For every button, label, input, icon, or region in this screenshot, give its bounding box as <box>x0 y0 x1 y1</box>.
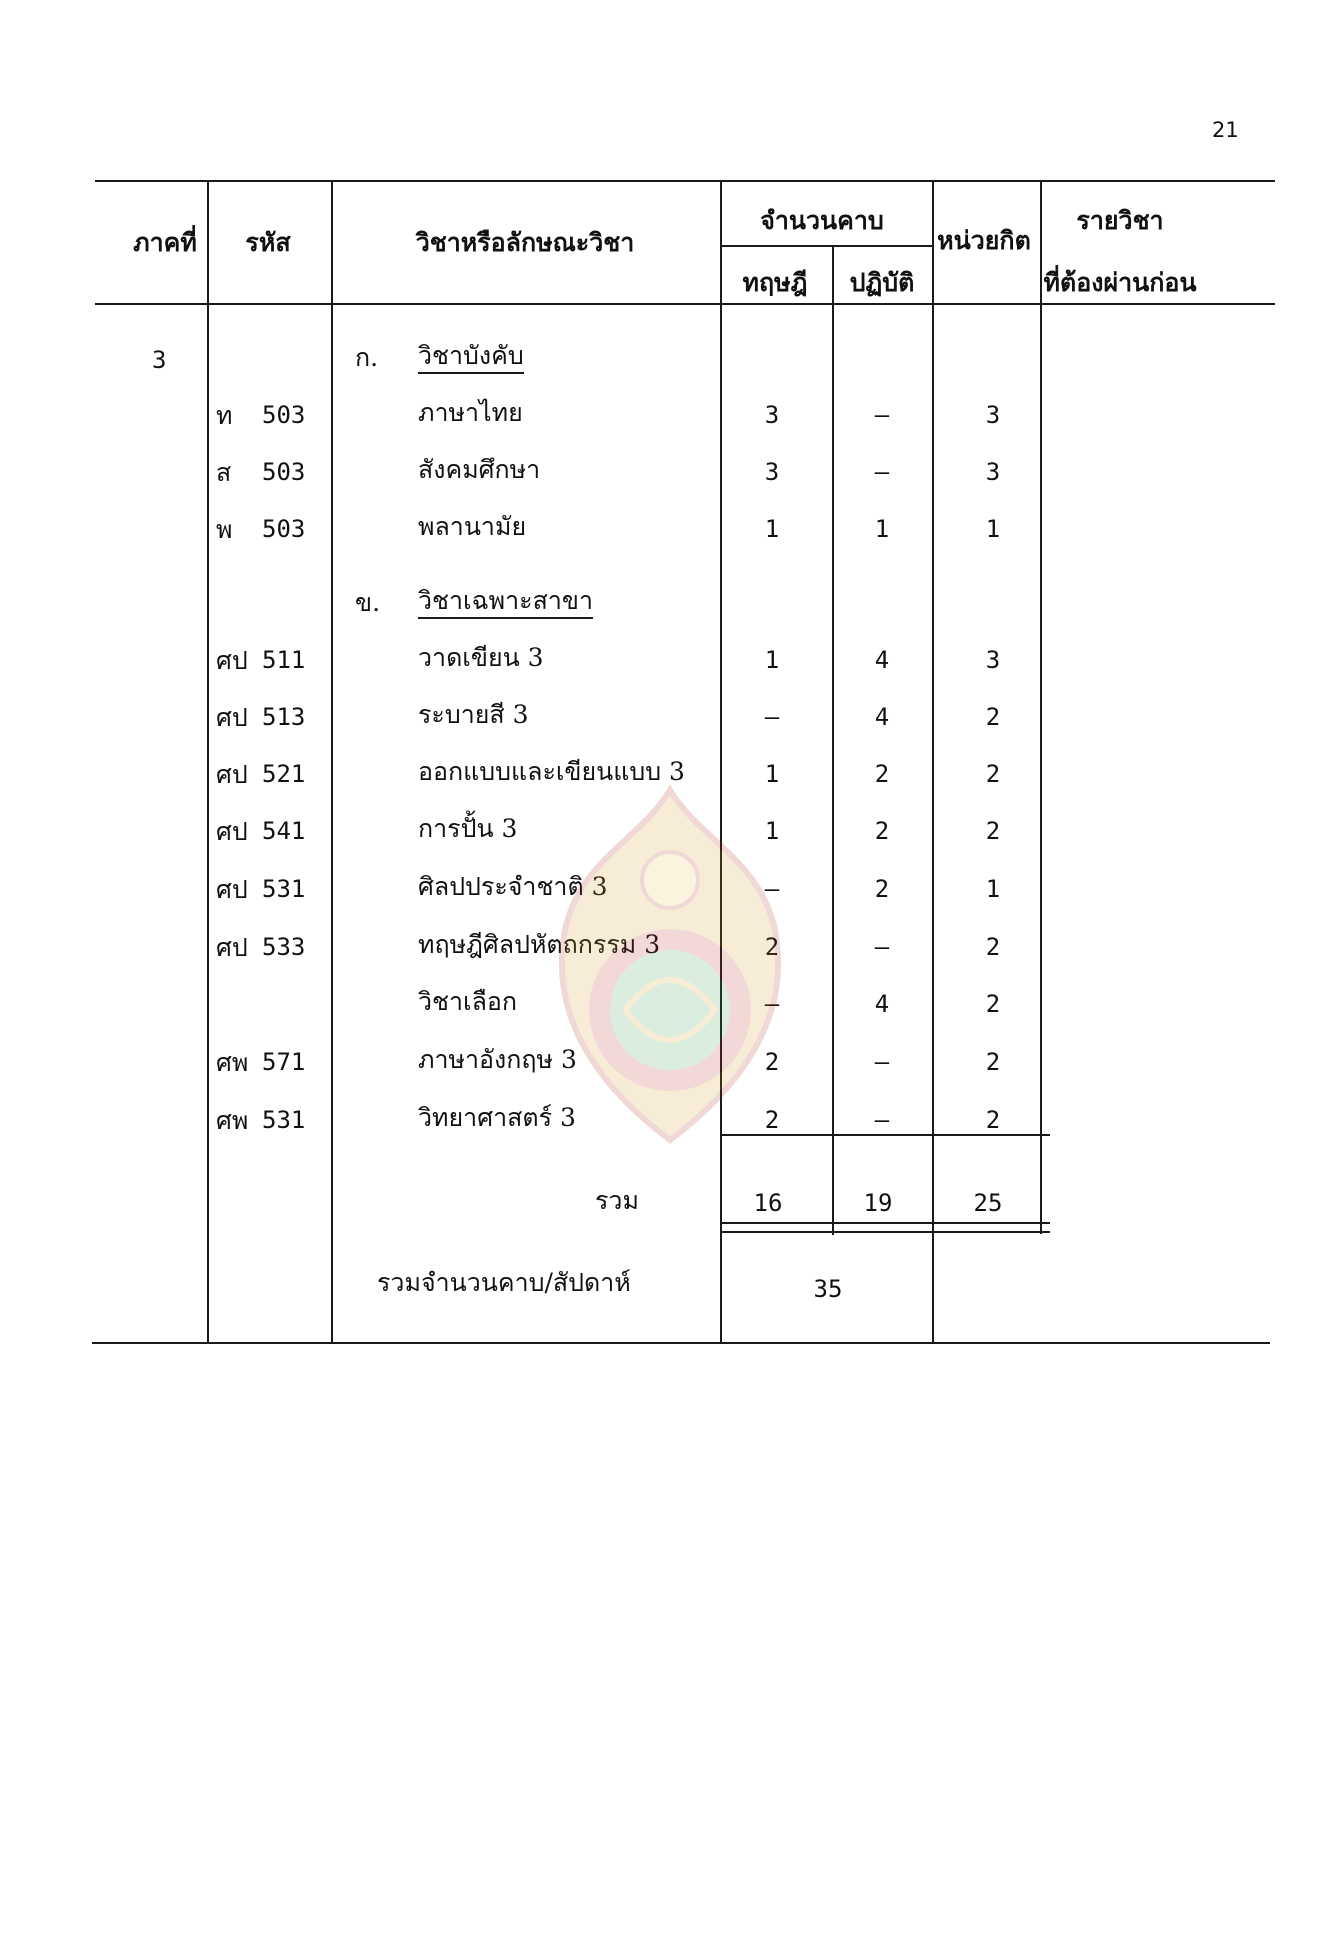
totals-double-rule-2 <box>722 1231 1050 1233</box>
total-theory: 16 <box>753 1189 783 1217</box>
code-number: 531 <box>262 1106 306 1134</box>
header-bottom-rule <box>95 303 1275 305</box>
theory-value: 1 <box>764 515 780 543</box>
semester-value: 3 <box>152 346 167 374</box>
credits-value: 2 <box>985 1106 1001 1134</box>
theory-value: 1 <box>764 760 780 788</box>
header-prereq-line2: ที่ต้องผ่านก่อน <box>1043 268 1197 297</box>
code-prefix: พ <box>216 515 233 544</box>
code-number: 521 <box>262 760 306 788</box>
subject-name: ระบายสี 3 <box>418 700 529 729</box>
col-divider-theory <box>832 245 834 1235</box>
table-bottom-rule <box>92 1342 1270 1344</box>
theory-value: 3 <box>764 401 780 429</box>
subject-name: ภาษาไทย <box>418 398 523 427</box>
header-code: รหัส <box>245 228 291 257</box>
subject-name: ศิลปประจำชาติ 3 <box>418 872 608 901</box>
code-prefix: ศพ <box>216 1106 249 1135</box>
theory-value: – <box>764 875 780 903</box>
credits-value: 1 <box>985 515 1001 543</box>
credits-value: 2 <box>985 817 1001 845</box>
code-prefix: ส <box>216 458 232 487</box>
col-divider-subject <box>720 180 722 1342</box>
total-credits: 25 <box>973 1189 1003 1217</box>
theory-value: – <box>764 990 780 1018</box>
credits-value: 2 <box>985 990 1001 1018</box>
credits-value: 3 <box>985 401 1001 429</box>
practice-value: 4 <box>874 646 890 674</box>
code-prefix: ศป <box>216 875 248 904</box>
code-prefix: ศป <box>216 817 248 846</box>
section-b-prefix: ข. <box>355 588 381 617</box>
weekly-total-value: 35 <box>813 1275 843 1303</box>
section-b-title: วิชาเฉพาะสาขา <box>418 588 593 619</box>
col-divider-code <box>331 180 333 1342</box>
code-number: 541 <box>262 817 306 845</box>
total-practice: 19 <box>863 1189 893 1217</box>
section-a-title: วิชาบังคับ <box>418 343 524 374</box>
subject-name: ออกแบบและเขียนแบบ 3 <box>418 757 685 786</box>
code-number: 511 <box>262 646 306 674</box>
code-prefix: ศป <box>216 703 248 732</box>
page-number: 21 <box>1212 118 1239 142</box>
credits-value: 2 <box>985 933 1001 961</box>
practice-value: – <box>874 1106 890 1134</box>
header-subject: วิชาหรือลักษณะวิชา <box>415 228 635 257</box>
credits-value: 3 <box>985 646 1001 674</box>
theory-value: 3 <box>764 458 780 486</box>
weekly-total-label: รวมจำนวนคาบ/สัปดาห์ <box>377 1268 631 1297</box>
header-periods: จำนวนคาบ <box>760 206 884 235</box>
total-label: รวม <box>595 1186 639 1215</box>
header-practice: ปฏิบัติ <box>849 268 915 297</box>
header-theory: ทฤษฎี <box>742 268 808 297</box>
totals-double-rule-1 <box>722 1222 1050 1224</box>
col-divider-credits <box>1040 180 1042 1234</box>
credits-value: 1 <box>985 875 1001 903</box>
code-number: 513 <box>262 703 306 731</box>
code-prefix: ท <box>216 401 233 430</box>
subject-name: วิชาเลือก <box>418 987 518 1016</box>
theory-value: 2 <box>764 1048 780 1076</box>
practice-value: – <box>874 458 890 486</box>
code-number: 571 <box>262 1048 306 1076</box>
col-divider-semester <box>207 180 209 1342</box>
table-top-rule <box>95 180 1275 182</box>
practice-value: – <box>874 401 890 429</box>
subject-name: วิทยาศาสตร์ 3 <box>418 1103 576 1132</box>
header-semester: ภาคที่ <box>133 228 197 257</box>
code-number: 531 <box>262 875 306 903</box>
practice-value: – <box>874 933 890 961</box>
theory-value: 2 <box>764 1106 780 1134</box>
practice-value: 2 <box>874 817 890 845</box>
practice-value: 4 <box>874 990 890 1018</box>
subject-name: ทฤษฎีศิลปหัตถกรรม 3 <box>418 930 661 959</box>
code-prefix: ศป <box>216 933 248 962</box>
subject-name: การปั้น 3 <box>418 814 518 843</box>
code-prefix: ศป <box>216 760 248 789</box>
theory-value: 1 <box>764 817 780 845</box>
subject-name: ภาษาอังกฤษ 3 <box>418 1045 577 1074</box>
code-prefix: ศพ <box>216 1048 249 1077</box>
code-number: 533 <box>262 933 306 961</box>
credits-value: 2 <box>985 760 1001 788</box>
subject-name: สังคมศึกษา <box>418 455 541 484</box>
practice-value: 2 <box>874 875 890 903</box>
subject-name: พลานามัย <box>418 512 527 541</box>
header-prereq-line1: รายวิชา <box>1076 206 1164 235</box>
practice-value: 2 <box>874 760 890 788</box>
code-prefix: ศป <box>216 646 248 675</box>
totals-top-rule <box>720 1134 1050 1136</box>
code-number: 503 <box>262 401 306 429</box>
practice-value: 4 <box>874 703 890 731</box>
practice-value: 1 <box>874 515 890 543</box>
code-number: 503 <box>262 458 306 486</box>
section-a-prefix: ก. <box>355 343 379 372</box>
theory-value: 1 <box>764 646 780 674</box>
credits-value: 2 <box>985 703 1001 731</box>
col-divider-practice <box>932 180 934 1342</box>
credits-value: 2 <box>985 1048 1001 1076</box>
theory-value: 2 <box>764 933 780 961</box>
header-credits: หน่วยกิต <box>937 226 1031 255</box>
practice-value: – <box>874 1048 890 1076</box>
credits-value: 3 <box>985 458 1001 486</box>
periods-header-rule <box>720 245 932 247</box>
theory-value: – <box>764 703 780 731</box>
subject-name: วาดเขียน 3 <box>418 643 544 672</box>
code-number: 503 <box>262 515 306 543</box>
